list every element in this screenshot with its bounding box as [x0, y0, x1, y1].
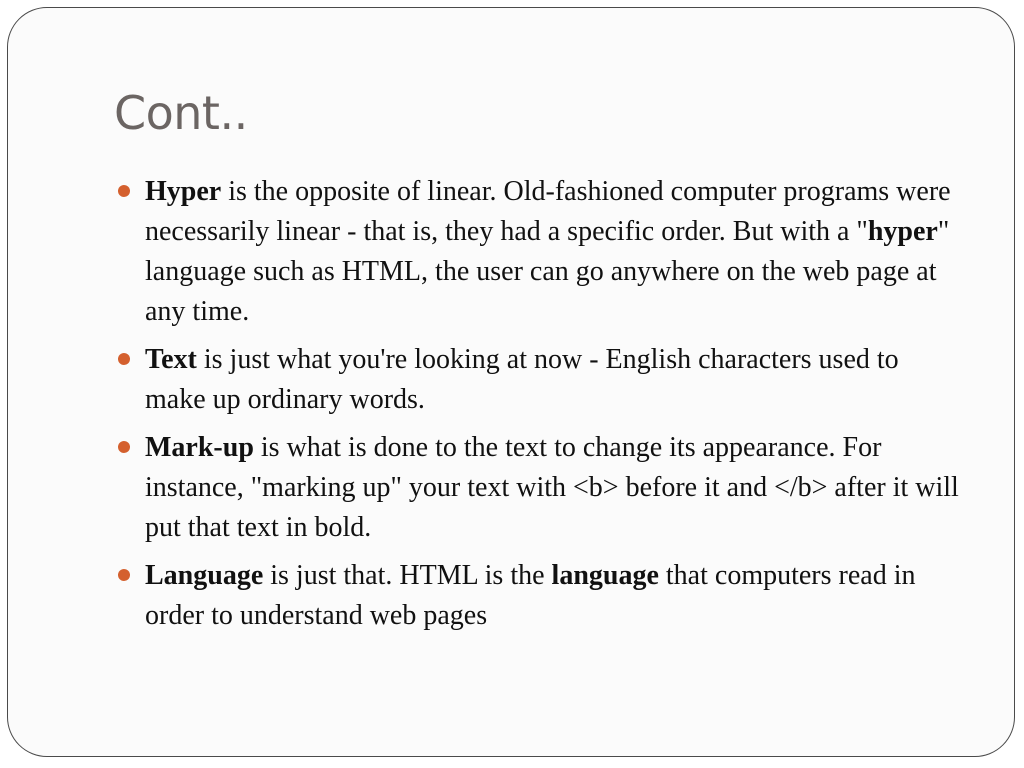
bullet-term: Mark-up: [145, 432, 254, 463]
bullet-term: Hyper: [145, 176, 222, 207]
slide-frame: [7, 7, 1015, 757]
bullet-dot-icon: [118, 185, 130, 197]
bullet-text-cont: " language such as HTML, the user can go anywhere on the web page at any time.: [145, 216, 950, 327]
bullet-text-cont: that computers read in order to understand web pages: [145, 560, 916, 631]
bullet-term: Text: [145, 344, 197, 375]
bullet-language: [145, 556, 965, 636]
bullet-dot-icon: [118, 441, 130, 453]
bullet-term: Language: [145, 560, 264, 591]
bullet-bold-word: hyper: [867, 216, 938, 247]
bullet-bold-word: language: [551, 560, 659, 591]
bullet-text: is the opposite of linear. Old-fashioned computer programs were necessarily linear - that is, they had a specific order. But with a ": [145, 176, 951, 247]
bullet-text: is just that. HTML is the: [263, 560, 552, 591]
bullet-hyper: [145, 172, 965, 332]
bullet-dot-icon: [118, 569, 130, 581]
bullet-text: is just what you're looking at now - English characters used to make up ordinary words.: [145, 344, 899, 415]
bullet-list: [145, 172, 965, 644]
bullet-text: is what is done to the text to change its appearance. For instance, "marking up" your text with <b> before it and </b> after it will put that text in bold.: [145, 432, 959, 543]
slide-title: Cont..: [114, 86, 248, 140]
bullet-dot-icon: [118, 353, 130, 365]
bullet-text-definition: [145, 340, 965, 420]
bullet-markup: [145, 428, 965, 548]
